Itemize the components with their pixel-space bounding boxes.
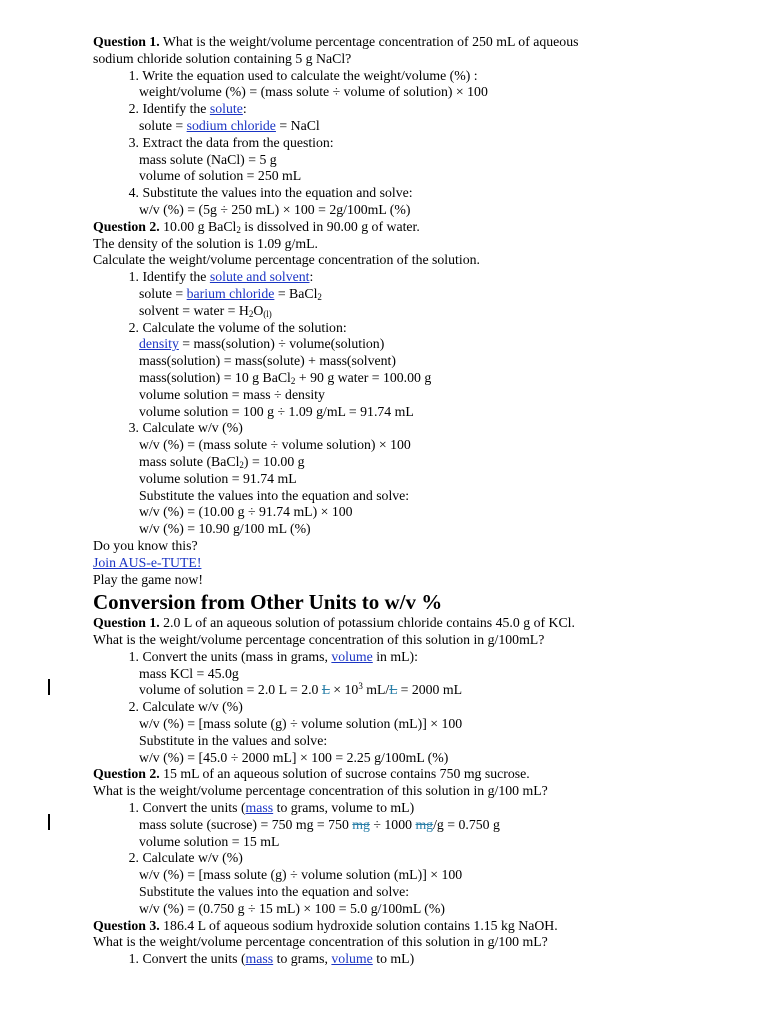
- step-detail: [93, 488, 713, 505]
- step-number: 1.: [128, 648, 139, 664]
- promo-play: [93, 572, 713, 589]
- step-detail: [93, 834, 713, 851]
- conversion-question-3: [93, 918, 713, 935]
- detail-text: volume of solution = 2.0 L = 2.0: [139, 682, 322, 698]
- step-number: 2.: [128, 319, 139, 335]
- mass-link[interactable]: mass: [245, 951, 274, 967]
- step-detail: [93, 682, 713, 699]
- step-detail: [93, 84, 713, 101]
- question-text: 186.4 L of aqueous sodium hydroxide solution contains 1.15 kg NaOH.: [159, 917, 558, 933]
- question-label: Question 1.: [93, 34, 160, 49]
- step-text: Write the equation used to calculate the weight/volume (%) :: [142, 67, 478, 83]
- detail-text: mass solute (NaCl) = 5 g: [139, 151, 277, 167]
- question-text: sodium chloride solution containing 5 g NaCl?: [93, 50, 352, 66]
- step-detail: [93, 733, 713, 750]
- step-number: 2.: [128, 101, 139, 117]
- step-text: in mL):: [372, 648, 418, 664]
- detail-text: mass KCl = 45.0g: [139, 665, 239, 681]
- question-label: Question 2.: [93, 218, 160, 234]
- section-heading: Conversion from Other Units to w/v %: [93, 590, 443, 615]
- step-item: [93, 320, 713, 337]
- step-text: Calculate w/v (%): [142, 850, 243, 866]
- subscript: (l): [263, 308, 272, 319]
- join-aus-e-tute-link[interactable]: Join AUS-e-TUTE!: [93, 554, 202, 570]
- step-number: 1.: [128, 800, 139, 816]
- detail-text: volume solution = mass ÷ density: [139, 386, 325, 402]
- question-text: What is the weight/volume percentage concentration of 250 mL of aqueous: [159, 34, 579, 49]
- step-detail: [93, 716, 713, 733]
- conversion-question-2: [93, 766, 713, 783]
- question-2-line-3: [93, 252, 713, 269]
- step-detail: [93, 884, 713, 901]
- step-item: [93, 269, 713, 286]
- question-text: Calculate the weight/volume percentage concentration of the solution.: [93, 252, 480, 268]
- equation-text: weight/volume (%) = (mass solute ÷ volume of solution) × 100: [139, 84, 488, 100]
- detail-text: w/v (%) = (10.00 g ÷ 91.74 mL) × 100: [139, 504, 353, 520]
- promo-text: Do you know this?: [93, 537, 198, 553]
- step-detail: [93, 666, 713, 683]
- question-text: 10.00 g BaCl: [159, 218, 237, 234]
- detail-text: volume solution = 100 g ÷ 1.09 g/mL = 91.74 mL: [139, 403, 414, 419]
- question-label: Question 2.: [93, 766, 160, 782]
- step-detail: [93, 353, 713, 370]
- detail-text: volume solution = 91.74 mL: [139, 470, 297, 486]
- conversion-question-3-line-2: [93, 934, 713, 951]
- step-number: 4.: [128, 185, 139, 201]
- step-detail: [93, 168, 713, 185]
- promo-text: Play the game now!: [93, 571, 203, 587]
- step-detail: [93, 454, 713, 471]
- superscript: 3: [358, 681, 363, 692]
- promo-link-line: [93, 555, 713, 572]
- step-number: 1.: [128, 951, 139, 967]
- detail-text: w/v (%) = 10.90 g/100 mL (%): [139, 521, 311, 537]
- question-label: Question 3.: [93, 917, 160, 933]
- detail-text: mass solute (sucrose) = 750 mg = 750: [139, 816, 353, 832]
- cancelled-unit: L: [389, 682, 398, 698]
- detail-text: mass solute (BaCl: [139, 453, 240, 469]
- detail-text: solvent = water = H: [139, 302, 249, 318]
- question-text: The density of the solution is 1.09 g/mL.: [93, 235, 318, 251]
- step-text: to grams, volume to mL): [273, 800, 415, 816]
- step-text: Convert the units (: [142, 951, 246, 967]
- question-text: 2.0 L of an aqueous solution of potassium chloride contains 45.0 g of KCl.: [159, 615, 575, 631]
- step-item: [93, 101, 713, 118]
- detail-text: Substitute the values into the equation and solve:: [139, 884, 410, 900]
- solute-and-solvent-link[interactable]: solute and solvent: [209, 269, 310, 285]
- promo-question: [93, 538, 713, 555]
- equation-text: w/v (%) = (5g ÷ 250 mL) × 100 = 2g/100mL (%): [139, 201, 411, 217]
- text-cursor-marker: [48, 814, 50, 830]
- step-detail: [93, 504, 713, 521]
- detail-text: O: [253, 302, 264, 318]
- step-detail: [93, 202, 713, 219]
- step-item: [93, 185, 713, 202]
- detail-text: + 90 g water = 100.00 g: [295, 369, 432, 385]
- step-text: to grams,: [273, 951, 332, 967]
- step-item: [93, 850, 713, 867]
- step-detail: [93, 286, 713, 303]
- step-text: Substitute the values into the equation and solve:: [142, 185, 413, 201]
- step-text: Identify the: [142, 269, 210, 285]
- step-detail: [93, 437, 713, 454]
- step-detail: [93, 817, 713, 834]
- detail-text: mass(solution) = 10 g BaCl: [139, 369, 291, 385]
- step-item: [93, 68, 713, 85]
- detail-text: = BaCl: [274, 285, 318, 301]
- barium-chloride-link[interactable]: barium chloride: [186, 285, 275, 301]
- step-detail: [93, 750, 713, 767]
- question-text: What is the weight/volume percentage concentration of this solution in g/100mL?: [93, 632, 545, 648]
- question-text: 15 mL of an aqueous solution of sucrose contains 750 mg sucrose.: [159, 766, 530, 782]
- step-detail: [93, 867, 713, 884]
- mass-link[interactable]: mass: [245, 800, 274, 816]
- detail-text: ÷ 1000: [369, 816, 416, 832]
- step-item: [93, 800, 713, 817]
- step-text: Calculate w/v (%): [142, 420, 243, 436]
- volume-link[interactable]: volume: [331, 648, 373, 664]
- sodium-chloride-link[interactable]: sodium chloride: [186, 117, 276, 133]
- step-text: Extract the data from the question:: [142, 134, 334, 150]
- step-detail: [93, 901, 713, 918]
- question-2-line-2: [93, 236, 713, 253]
- step-text: Convert the units (: [142, 800, 246, 816]
- subscript: 2: [239, 459, 244, 470]
- step-text: :: [242, 101, 247, 117]
- conversion-question-1-line-2: [93, 632, 713, 649]
- step-detail: [93, 118, 713, 135]
- subscript: 2: [317, 291, 322, 302]
- question-text: is dissolved in 90.00 g of water.: [240, 218, 420, 234]
- question-1-line: [93, 34, 713, 51]
- detail-text: = 2000 mL: [397, 682, 463, 698]
- detail-text: mass(solution) = mass(solute) + mass(solvent): [139, 353, 396, 369]
- step-text: Calculate the volume of the solution:: [142, 319, 347, 335]
- subscript: 2: [290, 375, 296, 386]
- question-text: What is the weight/volume percentage concentration of this solution in g/100 mL?: [93, 783, 548, 799]
- detail-text: solute =: [139, 117, 187, 133]
- step-text: Identify the: [142, 101, 210, 117]
- cancelled-unit: mg: [415, 816, 434, 832]
- step-detail: [93, 152, 713, 169]
- cancelled-unit: mg: [352, 816, 370, 832]
- detail-text: w/v (%) = [mass solute (g) ÷ volume solution (mL)] × 100: [139, 867, 463, 883]
- question-2-line: [93, 219, 713, 236]
- step-detail: [93, 471, 713, 488]
- step-text: Convert the units (mass in grams,: [142, 648, 332, 664]
- step-text: to mL): [372, 951, 415, 967]
- detail-text: volume of solution = 250 mL: [139, 168, 302, 184]
- step-number: 1.: [128, 67, 139, 83]
- step-text: Calculate w/v (%): [142, 699, 243, 715]
- step-number: 1.: [128, 269, 139, 285]
- step-item: [93, 649, 713, 666]
- step-detail: [93, 404, 713, 421]
- step-number: 2.: [128, 850, 139, 866]
- detail-text: mL/: [362, 682, 390, 698]
- step-detail: [93, 336, 713, 353]
- solute-link[interactable]: solute: [209, 101, 243, 117]
- cancelled-unit: L: [321, 682, 330, 698]
- detail-text: Substitute in the values and solve:: [139, 732, 328, 748]
- detail-text: w/v (%) = [45.0 ÷ 2000 mL] × 100 = 2.25 g/100mL (%): [139, 749, 449, 765]
- detail-text: w/v (%) = (mass solute ÷ volume solution) × 100: [139, 437, 411, 453]
- step-number: 3.: [128, 134, 139, 150]
- step-item: [93, 420, 713, 437]
- detail-text: /g = 0.750 g: [433, 816, 500, 832]
- step-item: [93, 135, 713, 152]
- step-detail: [93, 521, 713, 538]
- subscript: 2: [248, 308, 254, 319]
- detail-text: Substitute the values into the equation and solve:: [139, 487, 410, 503]
- step-number: 2.: [128, 699, 139, 715]
- detail-text: = NaCl: [275, 117, 320, 133]
- detail-text: ) = 10.00 g: [243, 453, 305, 469]
- detail-text: w/v (%) = [mass solute (g) ÷ volume solution (mL)] × 100: [139, 716, 463, 732]
- conversion-question-1: [93, 615, 713, 632]
- conversion-question-2-line-2: [93, 783, 713, 800]
- question-text: What is the weight/volume percentage concentration of this solution in g/100 mL?: [93, 934, 548, 950]
- step-detail: [93, 387, 713, 404]
- detail-text: volume solution = 15 mL: [139, 833, 280, 849]
- step-number: 3.: [128, 420, 139, 436]
- step-detail: [93, 370, 713, 387]
- detail-text: solute =: [139, 285, 187, 301]
- volume-link[interactable]: volume: [331, 951, 373, 967]
- question-1-line-2: [93, 51, 713, 68]
- step-detail: [93, 303, 713, 320]
- step-item: [93, 699, 713, 716]
- detail-text: w/v (%) = (0.750 g ÷ 15 mL) × 100 = 5.0 g/100mL (%): [139, 900, 445, 916]
- step-text: :: [309, 269, 314, 285]
- text-cursor-marker: [48, 679, 50, 695]
- step-item: [93, 951, 713, 968]
- subscript: 2: [236, 224, 241, 235]
- detail-text: × 10: [329, 682, 359, 698]
- detail-text: = mass(solution) ÷ volume(solution): [178, 336, 385, 352]
- question-label: Question 1.: [93, 615, 160, 631]
- density-link[interactable]: density: [139, 336, 179, 352]
- document-body: [93, 34, 713, 968]
